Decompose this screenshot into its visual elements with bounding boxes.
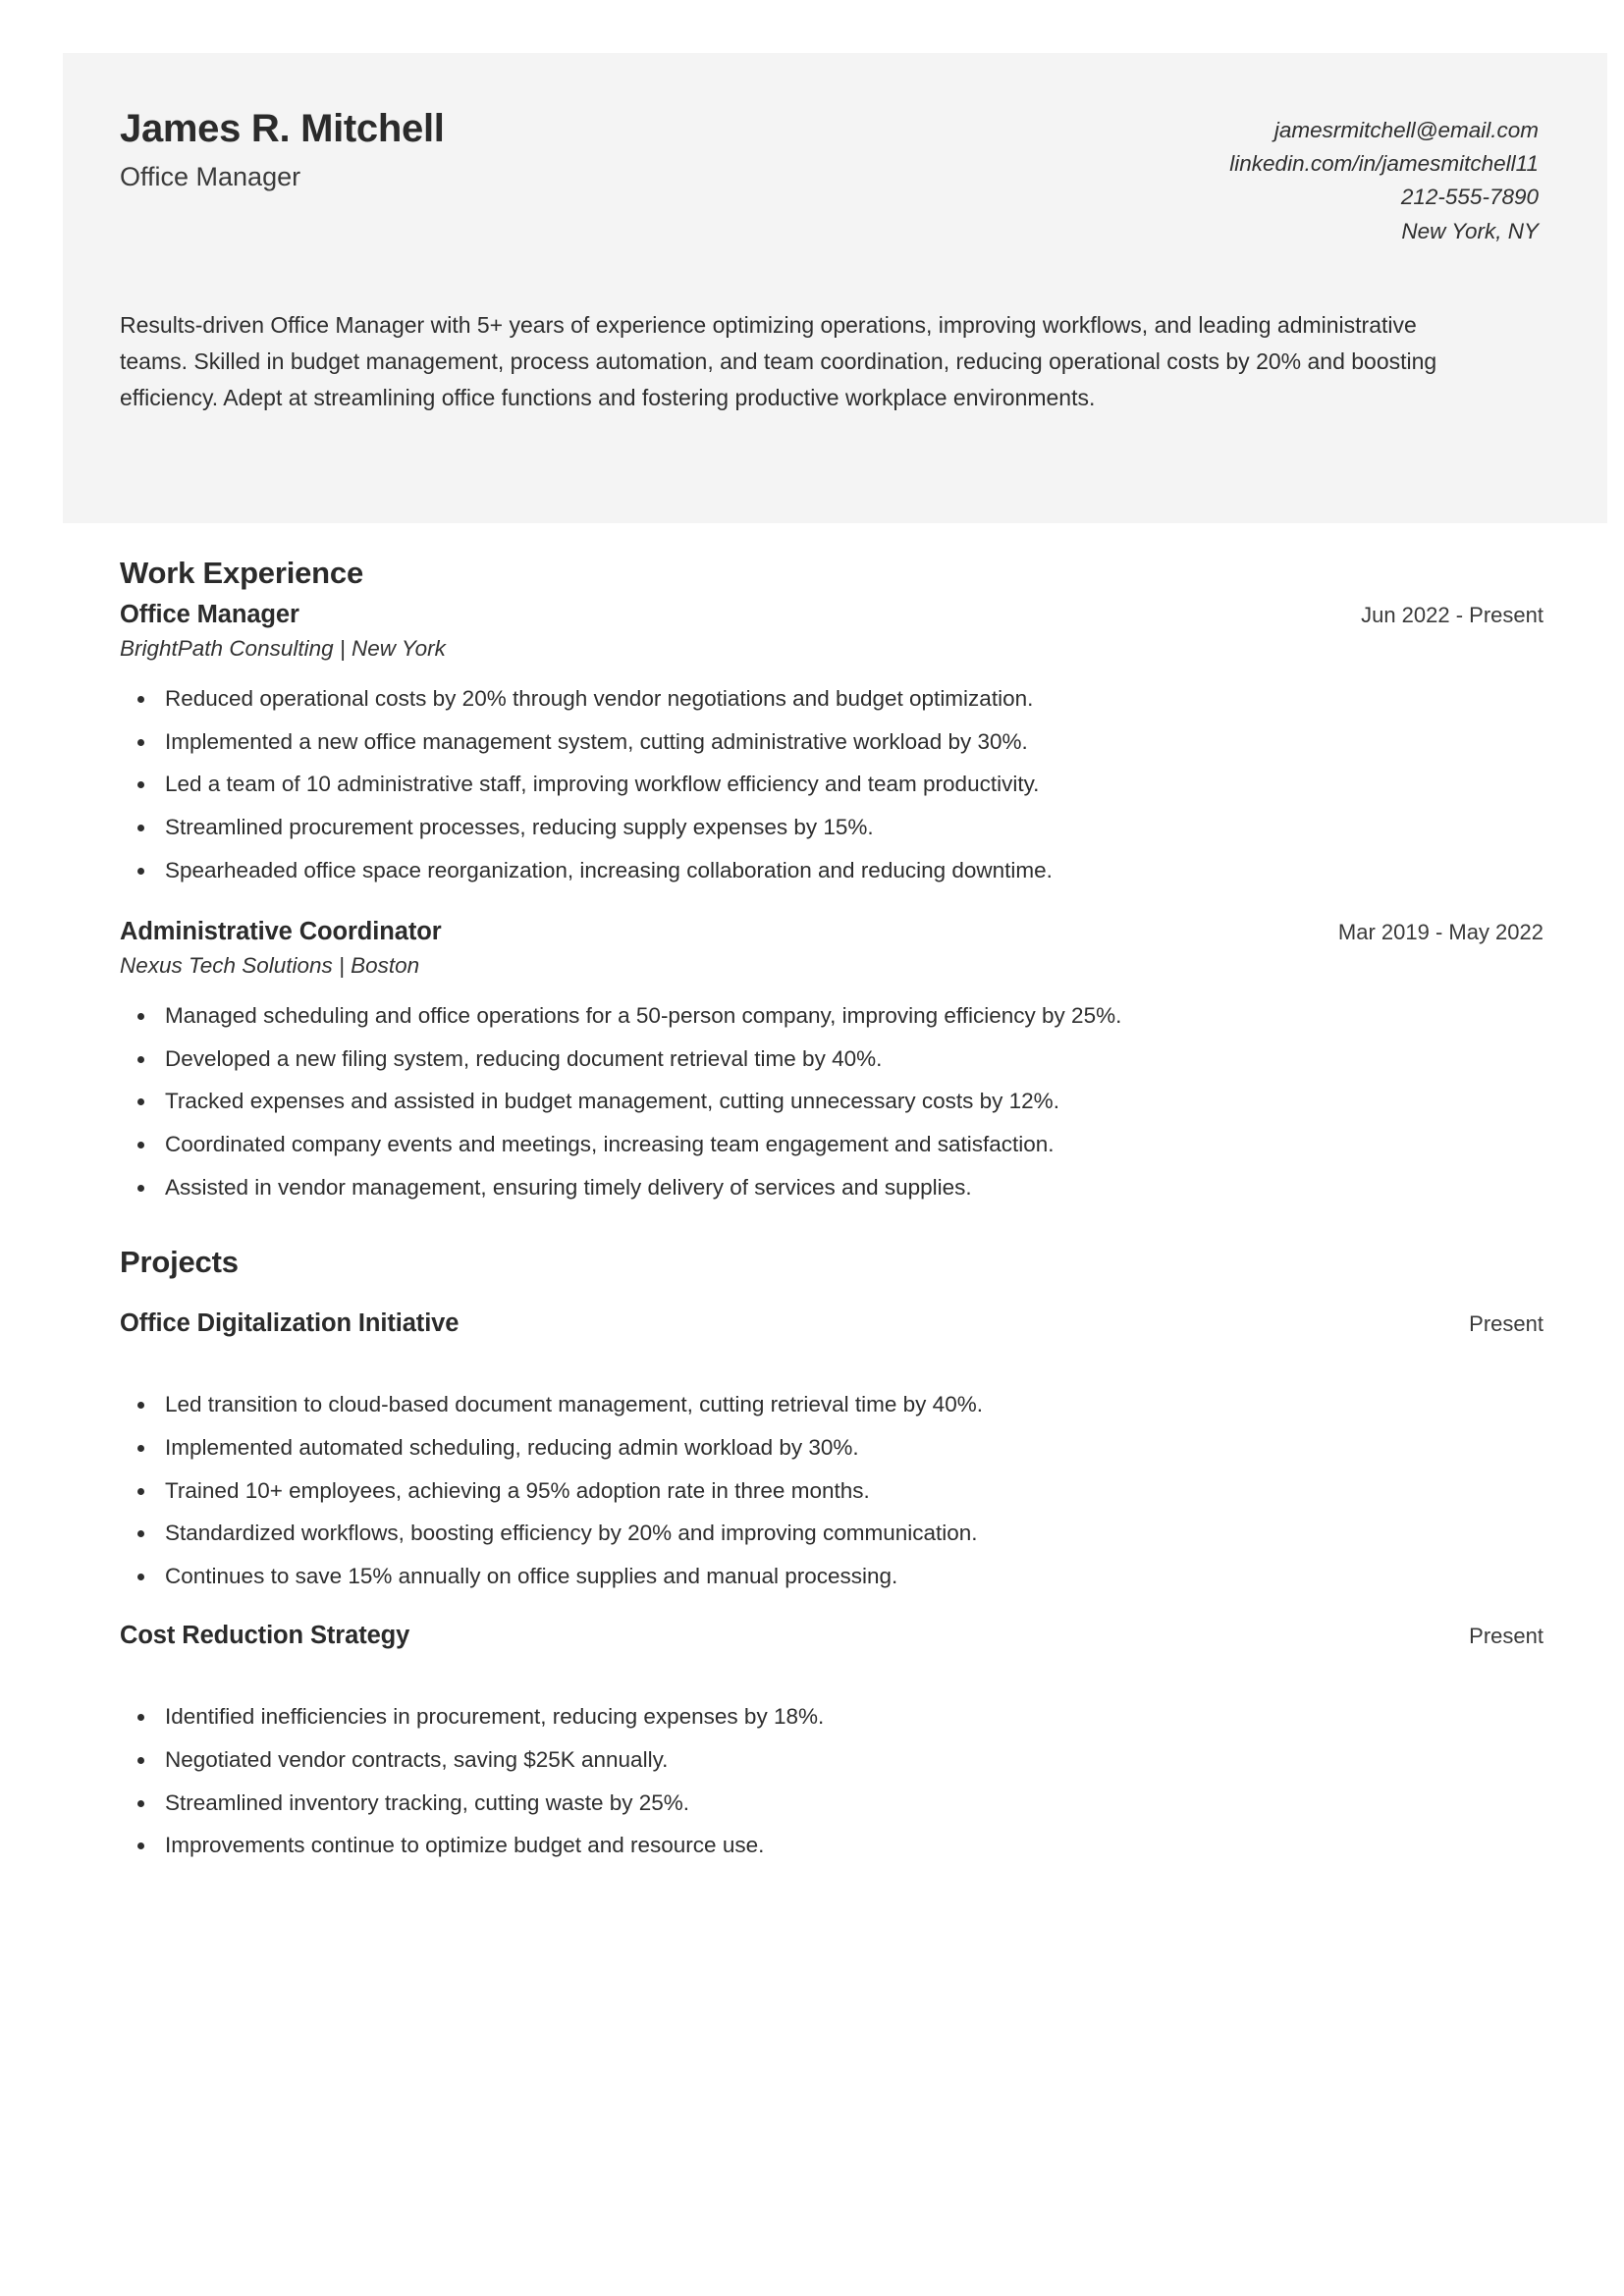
work-entry-company: Nexus Tech Solutions | Boston: [120, 953, 420, 979]
project-entry-date: Present: [1469, 1311, 1543, 1337]
project-entry-date: Present: [1469, 1624, 1543, 1649]
work-entry-role: Administrative Coordinator: [120, 918, 442, 946]
project-entry: [120, 1622, 1543, 1862]
resume-body: [120, 556, 1543, 1873]
work-entry-header: [120, 601, 1543, 629]
candidate-name: James R. Mitchell: [120, 107, 445, 150]
list-item: Reduced operational costs by 20% through vendor negotiations and budget optimization.: [165, 683, 1543, 716]
list-item: Trained 10+ employees, achieving a 95% adoption rate in three months.: [165, 1475, 1543, 1508]
list-item: Standardized workflows, boosting efficiency by 20% and improving communication.: [165, 1518, 1543, 1550]
list-item: Developed a new filing system, reducing document retrieval time by 40%.: [165, 1043, 1543, 1076]
work-entry-role: Office Manager: [120, 601, 299, 628]
identity-block: [120, 104, 445, 192]
professional-summary: Results-driven Office Manager with 5+ years of experience optimizing operations, improving workflows, and leading administrative teams. Skilled in budget management, process automation, and team coordination, reducing operational costs by 20% and boosting efficiency. Adept at streamlining office functions and fostering productive workplace environments.: [120, 311, 1437, 411]
work-entry-company: BrightPath Consulting | New York: [120, 636, 446, 661]
project-entry: [120, 1309, 1543, 1592]
work-entry: [120, 918, 1543, 1203]
project-entry-name: Cost Reduction Strategy: [120, 1622, 410, 1650]
list-item: Assisted in vendor management, ensuring timely delivery of services and supplies.: [165, 1172, 1543, 1204]
list-item: Led a team of 10 administrative staff, improving workflow efficiency and team productivity.: [165, 769, 1543, 801]
resume-header: [63, 53, 1607, 523]
header-top-row: [120, 104, 1539, 248]
list-item: Continues to save 15% annually on office supplies and manual processing.: [165, 1561, 1543, 1593]
work-entry-bullets: [120, 1000, 1543, 1203]
list-item: Implemented a new office management system, cutting administrative workload by 30%.: [165, 726, 1543, 759]
list-item: Tracked expenses and assisted in budget management, cutting unnecessary costs by 12%.: [165, 1086, 1543, 1118]
contact-location: New York, NY: [1401, 218, 1539, 243]
project-entry-header: [120, 1622, 1543, 1650]
contact-phone[interactable]: 212-555-7890: [1400, 185, 1539, 210]
work-entry-date: Mar 2019 - May 2022: [1337, 920, 1543, 945]
project-entry-bullets: [120, 1701, 1543, 1862]
list-item: Identified inefficiencies in procurement, reducing expenses by 18%.: [165, 1701, 1543, 1734]
work-entry-bullets: [120, 683, 1543, 886]
work-experience-section: [120, 556, 1543, 1203]
project-entry-name: Office Digitalization Initiative: [120, 1309, 460, 1338]
list-item: Managed scheduling and office operations for a 50-person company, improving efficiency by 25%.: [165, 1000, 1543, 1033]
candidate-job-title: Office Manager: [120, 162, 301, 191]
list-item: Led transition to cloud-based document management, cutting retrieval time by 40%.: [165, 1389, 1543, 1421]
list-item: Spearheaded office space reorganization, increasing collaboration and reducing downtime.: [165, 855, 1543, 887]
list-item: Streamlined procurement processes, reducing supply expenses by 15%.: [165, 812, 1543, 844]
work-entry-date: Jun 2022 - Present: [1361, 603, 1543, 627]
list-item: Negotiated vendor contracts, saving $25K annually.: [165, 1744, 1543, 1777]
projects-heading: Projects: [120, 1245, 239, 1280]
work-entry-header: [120, 918, 1543, 946]
list-item: Streamlined inventory tracking, cutting waste by 25%.: [165, 1788, 1543, 1820]
contact-info-block: [1229, 104, 1539, 248]
list-item: Implemented automated scheduling, reducing admin workload by 30%.: [165, 1432, 1543, 1465]
work-entry: [120, 601, 1543, 886]
list-item: Improvements continue to optimize budget and resource use.: [165, 1830, 1543, 1862]
project-entry-bullets: [120, 1389, 1543, 1592]
work-experience-heading: Work Experience: [120, 556, 363, 590]
contact-email[interactable]: jamesrmitchell@email.com: [1273, 118, 1539, 142]
contact-linkedin[interactable]: linkedin.com/in/jamesmitchell11: [1229, 151, 1539, 177]
project-entry-header: [120, 1309, 1543, 1338]
list-item: Coordinated company events and meetings, increasing team engagement and satisfaction.: [165, 1129, 1543, 1161]
projects-section: [120, 1245, 1543, 1862]
